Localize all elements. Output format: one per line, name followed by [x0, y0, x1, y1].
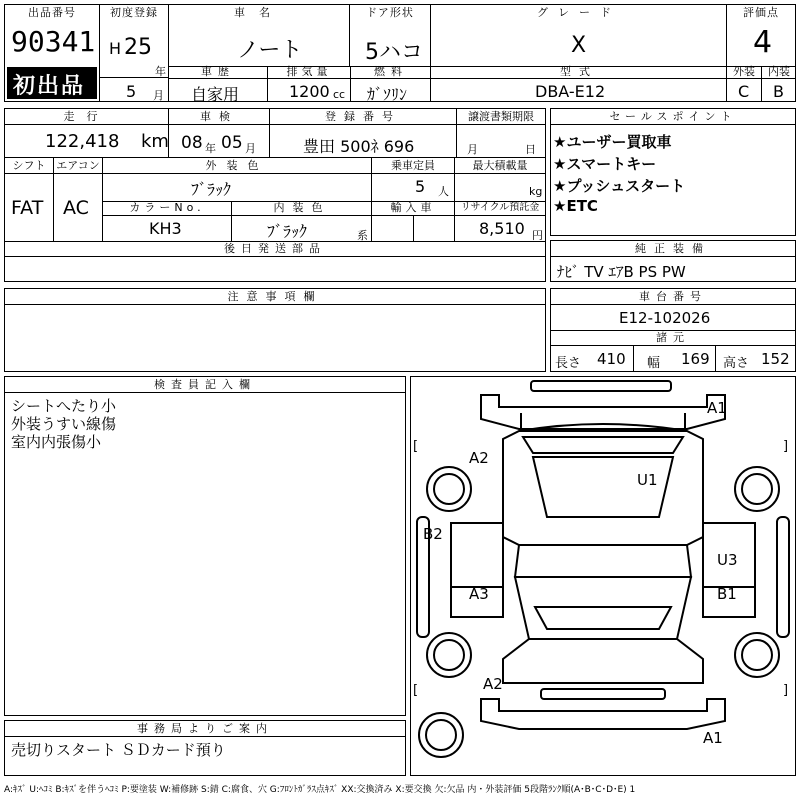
bracket-mark: [	[413, 439, 419, 454]
dims-label: 諸元	[551, 330, 795, 346]
interior-grade: B	[773, 82, 784, 101]
damage-mark: A3	[469, 585, 489, 603]
mileage-label: 走行	[63, 110, 110, 123]
equipment-value: ﾅﾋﾞ TV ｴｱB PS PW	[557, 263, 686, 281]
shift-label: シフト	[12, 159, 46, 172]
ac-label: エアコン	[56, 159, 100, 172]
plate: 豊田 500ﾈ 696	[303, 137, 415, 156]
office-text: 売切りスタート ＳＤカード預り	[11, 741, 226, 759]
transfer-day-unit: 日	[525, 143, 536, 156]
recycle-label: リサイクル預託金	[460, 202, 540, 213]
car-name-label: 車名	[234, 6, 284, 19]
displacement-unit: cc	[333, 88, 346, 101]
transfer-label: 譲渡書類期限	[468, 110, 534, 123]
legend: A:ｷｽﾞ U:ﾍｺﾐ B:ｷｽﾞを伴うﾍｺﾐ P:要塗装 W:補修跡 S:錆 C:腐食、穴 G:ﾌﾛﾝﾄｶﾞﾗｽ点ｷｽﾞ XX:交換済み X:要交換 欠:欠品 内・外装評価 5段階ﾗﾝｸ順(A･B･C･D･E) 1	[4, 785, 636, 795]
load-unit: kg	[529, 185, 543, 198]
int-color: ﾌﾞﾗｯｸ	[267, 222, 308, 241]
color-no: KH3	[149, 219, 182, 238]
header-block	[4, 4, 796, 102]
equipment-box	[550, 240, 796, 282]
inspector-note: シートへたり小	[11, 397, 117, 415]
height-value: 152	[761, 350, 790, 368]
notes-label: 注意事項欄	[5, 289, 545, 305]
car-outline	[411, 377, 795, 775]
office-box	[4, 720, 406, 776]
capacity-label: 乗車定員	[391, 159, 435, 172]
color: ﾌﾞﾗｯｸ	[191, 180, 232, 199]
load-label: 最大積載量	[472, 159, 528, 172]
sales-points-box	[550, 108, 796, 236]
damage-mark: A1	[703, 729, 723, 747]
inspector-label: 検査員記入欄	[5, 377, 405, 393]
inspection-month: 05	[221, 133, 243, 153]
score: 4	[753, 25, 773, 60]
year-unit: 年	[155, 65, 166, 78]
interior-label: 内装	[768, 65, 790, 78]
chassis-box	[550, 288, 796, 372]
displacement-label: 排気量	[286, 65, 332, 78]
damage-mark: A2	[469, 449, 489, 467]
year: 25	[124, 35, 152, 60]
lot-label: 出品番号	[28, 6, 76, 19]
inspector-box	[4, 376, 406, 716]
vehicle-detail-block	[4, 108, 546, 282]
capacity-unit: 人	[438, 185, 449, 198]
ac: AC	[63, 197, 89, 219]
chassis-number: E12-102026	[619, 309, 711, 327]
notes-box	[4, 288, 546, 372]
length-label: 長さ	[555, 356, 582, 371]
chassis-label: 車台番号	[551, 289, 795, 305]
damage-mark: U1	[637, 471, 658, 489]
recycle: 8,510	[479, 219, 525, 238]
sales-point-item: ★プッシュスタート	[553, 177, 686, 195]
damage-diagram	[410, 376, 796, 776]
length-value: 410	[597, 350, 626, 368]
fuel-label: 燃料	[374, 65, 408, 78]
mileage-unit: km	[141, 131, 169, 152]
inspector-note: 室内内張傷小	[11, 433, 102, 451]
first-listing-text: 初出品	[13, 74, 86, 99]
fuel: ｶﾞｿﾘﾝ	[367, 85, 408, 104]
month-unit: 月	[153, 89, 164, 102]
int-color-label: 内装色	[273, 201, 331, 214]
shift: FAT	[11, 197, 44, 219]
inspection-label: 車検	[200, 110, 238, 123]
grade: X	[571, 33, 587, 58]
later-parts-label: 後日発送部品	[224, 242, 326, 255]
width-label: 幅	[647, 356, 661, 371]
exterior-label: 外装	[733, 65, 755, 78]
inspection-month-unit: 月	[245, 142, 256, 155]
color-label: 外装色	[205, 159, 269, 172]
equipment-label: 純正装備	[551, 241, 795, 257]
int-color-unit: 系	[357, 229, 368, 242]
inspector-note: 外装うすい線傷	[11, 415, 117, 433]
month: 5	[126, 82, 137, 101]
history-label: 車歴	[201, 65, 235, 78]
office-label: 事務局よりご案内	[5, 721, 405, 737]
recycle-unit: 円	[532, 229, 543, 242]
sales-point-item: ★ユーザー買取車	[553, 133, 672, 151]
mileage: 122,418	[45, 131, 120, 152]
model-label: 型式	[560, 65, 598, 78]
inspection-year-unit: 年	[205, 142, 216, 155]
inspection-year: 08	[181, 133, 203, 153]
door-type: 5ハコ	[365, 40, 423, 65]
door-label: ドア形状	[366, 6, 414, 19]
lot-number: 90341	[11, 25, 96, 58]
damage-mark: A1	[707, 399, 727, 417]
model: DBA-E12	[535, 82, 606, 101]
era: H	[109, 39, 122, 58]
sales-point-item: ★ETC	[553, 197, 598, 215]
exterior-grade: C	[738, 82, 750, 101]
history: 自家用	[191, 85, 240, 104]
bracket-mark: ]	[783, 683, 789, 698]
displacement: 1200	[289, 82, 330, 101]
color-no-label: カラーNo.	[129, 201, 205, 214]
car-name: ノート	[237, 38, 303, 63]
height-label: 高さ	[723, 356, 750, 371]
grade-label: グレード	[537, 6, 621, 19]
damage-mark: B2	[423, 525, 443, 543]
damage-mark: B1	[717, 585, 737, 603]
damage-mark: U3	[717, 551, 738, 569]
damage-mark: A2	[483, 675, 503, 693]
first-reg-label: 初度登録	[110, 6, 158, 19]
width-value: 169	[681, 350, 710, 368]
capacity: 5	[415, 177, 426, 196]
bracket-mark: ]	[783, 439, 789, 454]
transfer-month-unit: 月	[467, 143, 478, 156]
import-label: 輸入車	[390, 201, 436, 214]
sales-point-item: ★スマートキー	[553, 155, 657, 173]
plate-label: 登録番号	[325, 110, 401, 123]
score-label: 評価点	[743, 6, 779, 19]
bracket-mark: [	[413, 683, 419, 698]
sales-points-label: セールスポイント	[551, 109, 795, 125]
